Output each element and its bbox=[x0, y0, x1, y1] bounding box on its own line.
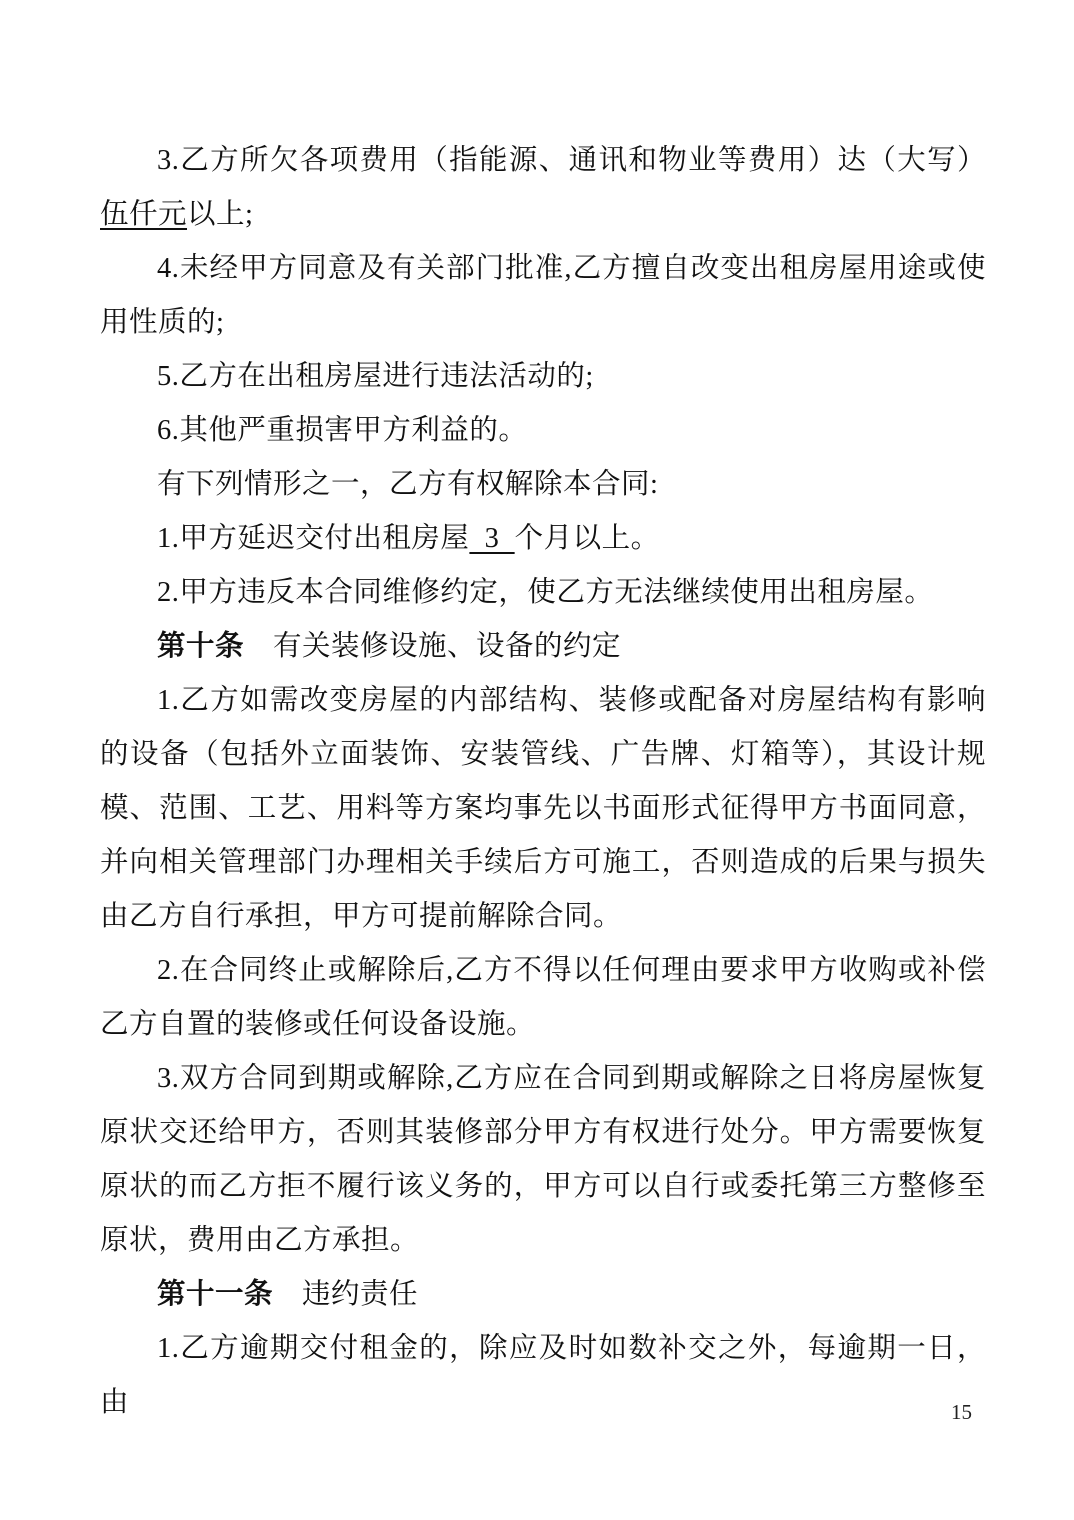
clause-item-4-unauthorized-change bbox=[100, 242, 986, 350]
clause-text: 6.其他严重损害甲方利益的。 bbox=[157, 415, 528, 446]
article-11-item-1 bbox=[100, 1322, 986, 1430]
termination-item-1-delayed-delivery bbox=[100, 512, 986, 566]
termination-item-2-maintenance-breach bbox=[100, 566, 986, 620]
underlined-months-value: 3 bbox=[469, 523, 515, 554]
clause-text: 5.乙方在出租房屋进行违法活动的; bbox=[157, 361, 594, 392]
clause-text: 1.甲方延迟交付出租房屋 bbox=[157, 523, 470, 554]
clause-text: 2.甲方违反本合同维修约定，使乙方无法继续使用出租房屋。 bbox=[157, 577, 934, 608]
article-10-heading bbox=[100, 620, 986, 674]
clause-text: 个月以上。 bbox=[514, 523, 660, 554]
clause-text: 3.乙方所欠各项费用（指能源、通讯和物业等费用）达（大写） bbox=[157, 145, 986, 176]
article-10-number: 第十条 bbox=[157, 631, 245, 662]
contract-body bbox=[100, 134, 986, 1430]
clause-item-3-unpaid-fees bbox=[100, 134, 986, 242]
clause-text: 有下列情形之一，乙方有权解除本合同: bbox=[157, 469, 659, 500]
article-10-item-3 bbox=[100, 1052, 986, 1268]
clause-item-5-illegal-activity bbox=[100, 350, 986, 404]
article-11-heading bbox=[100, 1268, 986, 1322]
clause-text: 1.乙方逾期交付租金的，除应及时如数补交之外，每逾期一日，由 bbox=[100, 1333, 986, 1418]
article-10-item-1 bbox=[100, 674, 986, 944]
clause-text: 1.乙方如需改变房屋的内部结构、装修或配备对房屋结构有影响的设备（包括外立面装饰、安装管线、广告牌、灯箱等），其设计规模、范围、工艺、用料等方案均事先以书面形式征得甲方书面同意，并向相关管理部门办理相关手续后方可施工，否则造成的后果与损失由乙方自行承担，甲方可提前解除合同。 bbox=[100, 685, 986, 932]
clause-text: 3.双方合同到期或解除,乙方应在合同到期或解除之日将房屋恢复原状交还给甲方，否则其装修部分甲方有权进行处分。甲方需要恢复原状的而乙方拒不履行该义务的，甲方可以自行或委托第三方整修至原状，费用由乙方承担。 bbox=[100, 1063, 986, 1256]
article-10-item-2 bbox=[100, 944, 986, 1052]
article-11-title: 违约责任 bbox=[273, 1279, 419, 1310]
clause-text: 2.在合同终止或解除后,乙方不得以任何理由要求甲方收购或补偿乙方自置的装修或任何设备设施。 bbox=[100, 955, 986, 1040]
clause-text: 4.未经甲方同意及有关部门批准,乙方擅自改变出租房屋用途或使用性质的; bbox=[100, 253, 986, 338]
clause-text: 以上; bbox=[187, 199, 254, 230]
underlined-amount-value: 伍仟元 bbox=[100, 199, 188, 230]
page-number: 15 bbox=[951, 1400, 972, 1424]
party-b-termination-intro bbox=[100, 458, 986, 512]
article-10-title: 有关装修设施、设备的约定 bbox=[244, 631, 622, 662]
clause-item-6-other-harm bbox=[100, 404, 986, 458]
article-11-number: 第十一条 bbox=[157, 1279, 274, 1310]
